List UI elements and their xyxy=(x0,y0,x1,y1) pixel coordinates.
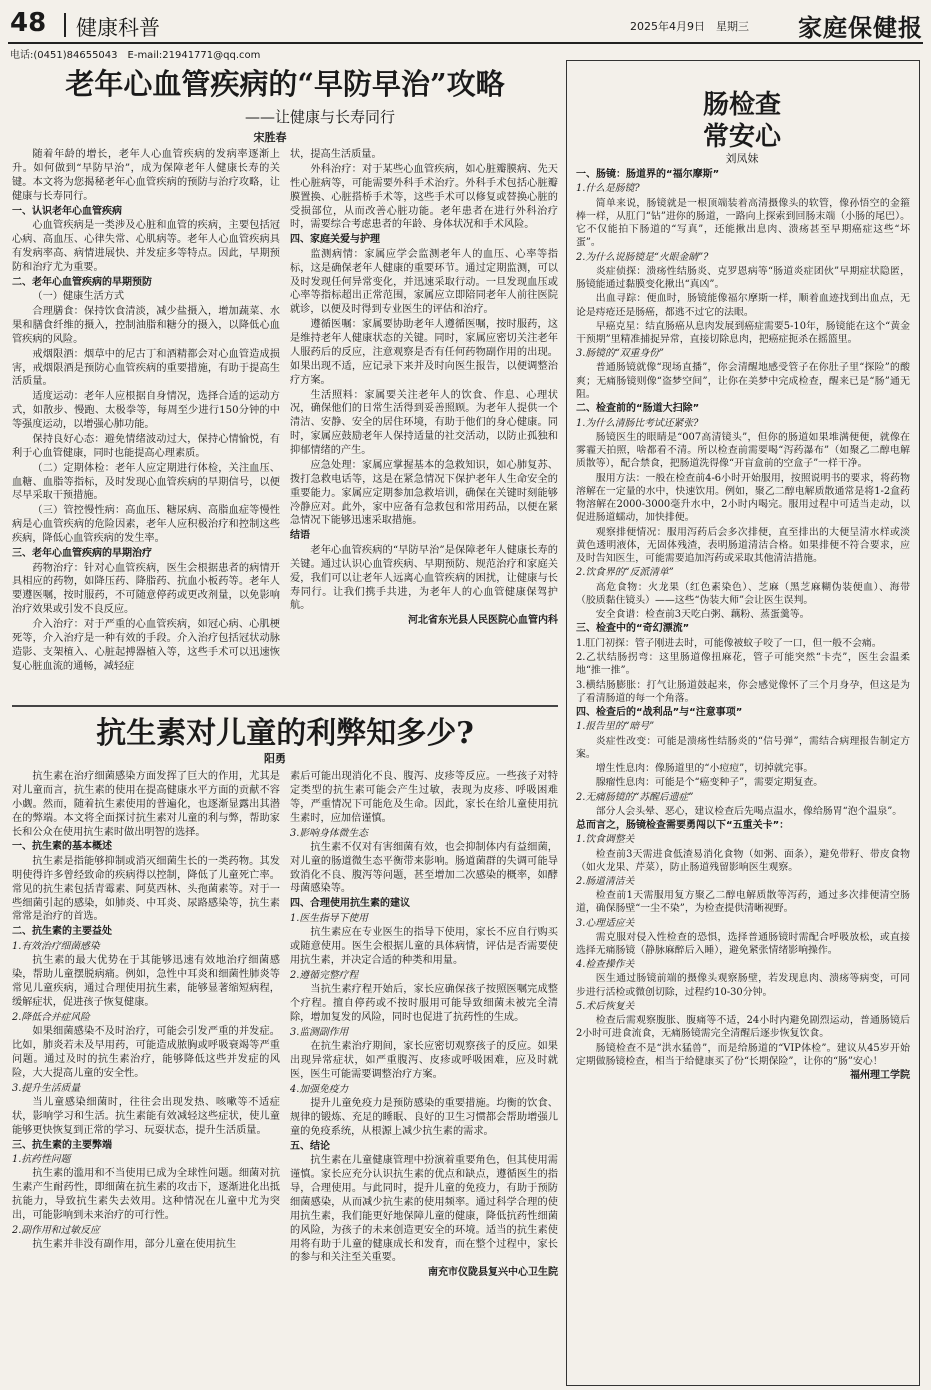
paragraph: 当儿童感染细菌时，往往会出现发热、咳嗽等不适症状，影响学习和生活。抗生素能有效减轻这些症状，使儿童能够更快恢复到正常的学习、玩耍状态，提升生活质量。 xyxy=(12,1096,280,1136)
source-affiliation: 福州理工学院 xyxy=(850,1070,910,1082)
subheading: 2.副作用和过敏反应 xyxy=(12,1224,100,1236)
article1-subtitle: ——让健康与长寿同行 xyxy=(244,108,395,126)
subheading: 2.无痛肠镜的“苏醒后遗症” xyxy=(576,791,694,803)
paragraph: 腺瘤性息肉：可能是个“癌变种子”，需要定期复查。 xyxy=(595,777,824,789)
paragraph: 需克服对侵入性检查的恐惧，选择普通肠镜时需配合呼吸放松，或直接选择无痛肠镜（静脉麻醉后入睡），避免紧张情绪影响操作。 xyxy=(576,931,910,957)
paragraph: 抗生素在治疗细菌感染方面发挥了巨大的作用，尤其是对儿童而言，抗生素的使用在提高健康水平方面的贡献不容小觑。然而，随着抗生素使用的普遍化，也逐渐显露出其潜在的弊端。本文将全面探讨抗生素对儿童的利与弊，帮助家长和公众在使用抗生素时做出明智的选择。 xyxy=(12,771,280,838)
paragraph: 安全食谱：检查前3天吃白粥、藕粉、蒸蛋羹等。 xyxy=(595,609,810,621)
paragraph: （三）管控慢性病：高血压、糖尿病、高脂血症等慢性病是心血管疾病的危险因素，老年人应积极治疗和控制这些疾病，降低心血管疾病的发生率。 xyxy=(12,505,280,545)
paragraph: 简单来说，肠镜就是一根顶端装着高清摄像头的软管，像孙悟空的金箍棒一样，从肛门“钻”进你的肠道，一路向上探索到回肠末端（小肠的尾巴）。它不仅能拍下肠道的“写真”，还能揪出息肉、溃疡甚至早期癌症这些“坏蛋”。 xyxy=(576,197,910,249)
paragraph: 抗生素不仅对有害细菌有效，也会抑制体内有益细菌，对儿童的肠道微生态平衡带来影响。肠道菌群的失调可能导致消化不良、腹泻等问题，甚至增加二次感染的概率，如酵母菌感染等。 xyxy=(290,841,558,895)
paragraph: 增生性息肉：像肠道里的“小痘痘”，切掉就完事。 xyxy=(595,763,814,775)
paragraph: 炎症侦探：溃疡性结肠炎、克罗恩病等“肠道炎症团伙”早期症状隐匿，肠镜能通过黏膜变化揪出“真凶”。 xyxy=(576,265,910,290)
paragraph: 出血寻踪：便血时，肠镜能像福尔摩斯一样，顺着血迹找到出血点，无论是痔疮还是肠癌，都逃不过它的法眼。 xyxy=(576,293,910,318)
paragraph: 观察排便情况：服用泻药后会多次排便，直至排出的大便呈清水样或淡黄色透明液体，无固体残渣，表明肠道清洁合格。如果排便不符合要求，应及时告知医生，可能需要追加泻药或采取其他清洁措施。 xyxy=(576,526,910,565)
section-heading: 总而言之，肠镜检查需要勇闯以下“五重关卡”： xyxy=(576,820,790,831)
paragraph: 部分人会头晕、恶心，建议检查后先喝点温水，像给肠胃“泡个温泉”。 xyxy=(595,805,903,817)
paragraph: 遵循医嘱：家属要协助老年人遵循医嘱，按时服药，这是维持老年人健康状态的关键。同时，家属应密切关注老年人服药后的反应，注意观察是否有任何药物副作用的出现。如果出现不适，应记录下来并及时向医生报告，以便调整治疗方案。 xyxy=(290,319,558,386)
section-heading: 二、检查前的“肠道大扫除” xyxy=(576,403,700,415)
subheading: 2.降低合并症风险 xyxy=(12,1011,90,1023)
article3-body xyxy=(576,168,910,1380)
section-heading: 三、老年心血管疾病的早期治疗 xyxy=(12,547,152,559)
paragraph: 老年心血管疾病的“早防早治”是保障老年人健康长寿的关键。通过认识心血管疾病、早期预防、规范治疗和家庭关爱，我们可以让老年人远离心血管疾病的困扰，让健康与长寿同行。让我们携手共进，为老年人的心血管健康保驾护航。 xyxy=(290,544,558,612)
article-divider xyxy=(12,705,558,707)
section-title: 健康科普 xyxy=(76,16,160,40)
paragraph: 药物治疗：针对心血管疾病，医生会根据患者的病情开具相应的药物，如降压药、降脂药、抗血小板药等。老年人要遵医嘱，按时服药，不可随意停药或更改剂量，以免影响治疗效果或引发不良反应。 xyxy=(12,562,280,616)
paragraph: （一）健康生活方式 xyxy=(32,291,125,303)
subheading: 3.肠镜的“双重身份” xyxy=(576,348,664,360)
article1-author: 宋胜春 xyxy=(253,131,287,144)
paragraph: 检查后需观察腹胀、腹痛等不适，24小时内避免剧烈运动，普通肠镜后2小时可进食流食，无痛肠镜需完全清醒后逐步恢复饮食。 xyxy=(576,1015,910,1040)
paragraph: 状，提高生活质量。 xyxy=(290,149,382,160)
masthead-divider xyxy=(64,13,66,37)
paragraph: 肠镜医生的眼睛是“007高清镜头”，但你的肠道如果堆满便便，就像在雾霾天拍照，啥都看不清。所以检查前需要喝“泻药瀑布”（如聚乙二醇电解质散等），配合禁食，把肠道洗得像“开盲盒前的空盒子”一样干净。 xyxy=(576,431,910,470)
subheading: 2.饮食界的“反派清单” xyxy=(576,567,674,579)
article1-title: 老年心血管疾病的“早防早治”攻略 xyxy=(65,67,505,101)
article1-column-2 xyxy=(290,148,558,700)
paragraph: 适度运动：老年人应根据自身情况，选择合适的运动方式，如散步、慢跑、太极拳等，每周至少进行150分钟的中等强度运动，以增强心肺功能。 xyxy=(12,391,280,431)
paragraph: （二）定期体检：老年人应定期进行体检，关注血压、血糖、血脂等指标，及时发现心血管疾病的早期信号，以便尽早采取干预措施。 xyxy=(12,462,280,502)
paragraph: 高危食物：火龙果（红色素染色）、芝麻（黑芝麻糊伪装便血）、海带（胶质黏住镜头）——这些“伪装大师”会让医生误判。 xyxy=(576,581,910,606)
section-heading: 四、家庭关爱与护理 xyxy=(290,234,380,246)
subheading: 4.加强免疫力 xyxy=(290,1083,349,1095)
paragraph: 戒烟限酒：烟草中的尼古丁和酒精都会对心血管造成损害，戒烟限酒是预防心血管疾病的重要措施，有助于提高生活质量。 xyxy=(12,348,280,388)
paragraph: 检查前3天需进食低渣易消化食物（如粥、面条），避免带籽、带皮食物（如火龙果、芹菜），防止肠道残留影响医生观察。 xyxy=(576,848,910,873)
paragraph: 普通肠镜就像“现场直播”，你会清醒地感受管子在你肚子里“探险”的酸爽；无痛肠镜则像“盗梦空间”，让你在美梦中完成检查，醒来已是“肠”通无阻。 xyxy=(576,362,910,400)
paragraph: 服用方法：一般在检查前4-6小时开始服用，按照说明书的要求，将药物溶解在一定量的水中，快速饮用。例如，聚乙二醇电解质散通常是将1-2盒药物溶解在2000-3000毫升水中，2小时内喝完。服用过程中可适当走动，以促进肠道蠕动，加快排便。 xyxy=(576,472,910,524)
paragraph: 在抗生素治疗期间，家长应密切观察孩子的反应。如果出现异常症状，如严重腹泻、皮疹或呼吸困难，应及时就医，医生可能需要调整治疗方案。 xyxy=(290,1041,558,1080)
paragraph: 外科治疗：对于某些心血管疾病，如心脏瓣膜病、先天性心脏病等，可能需要外科手术治疗。外科手术包括心脏瓣膜置换、心脏搭桥手术等，这些手术可以修复或替换心脏的受损部位，从而改善心脏功能。老年患者在进行外科治疗时，需要综合考虑患者的年龄、身体状况和手术风险。 xyxy=(290,163,558,231)
section-heading: 一、认识老年心血管疾病 xyxy=(12,205,122,217)
paragraph: 保持良好心态：避免情绪波动过大，保持心情愉悦，有利于心血管健康，同时也能提高心理素质。 xyxy=(12,433,280,459)
paragraph: 医生通过肠镜前端的摄像头观察肠壁，若发现息肉、溃疡等病变，可同步进行活检或微创切除，过程约10-30分钟。 xyxy=(576,973,910,998)
subheading: 1.报告里的“暗号” xyxy=(576,721,655,733)
article2-column-2 xyxy=(290,770,558,1382)
subheading: 1.有效治疗细菌感染 xyxy=(12,940,100,952)
article2-title: 抗生素对儿童的利弊知多少? xyxy=(96,716,474,751)
paragraph: 提升儿童免疫力是预防感染的重要措施。均衡的饮食、规律的锻炼、充足的睡眠、良好的卫生习惯都会帮助增强儿童的免疫系统，从根源上减少抗生素的需求。 xyxy=(290,1098,558,1137)
paragraph: 炎症性改变：可能是溃疡性结肠炎的“信号弹”，需结合病理报告制定方案。 xyxy=(576,735,910,760)
paragraph: 心血管疾病是一类涉及心脏和血管的疾病，主要包括冠心病、高血压、心律失常、心肌病等。老年人心血管疾病具有发病率高、病情进展快、并发症多等特点。因此，早期预防和治疗尤为重要。 xyxy=(12,220,280,273)
paragraph: 抗生素的最大优势在于其能够迅速有效地治疗细菌感染，帮助儿童摆脱病痛。例如，急性中耳炎和细菌性肺炎等常见儿童疾病，通过合理使用抗生素，能够显著缩短病程，缓解症状，促进孩子恢复健康。 xyxy=(12,955,280,1008)
subheading: 2.肠道清洁关 xyxy=(576,876,635,888)
paragraph: 抗生素在儿童健康管理中扮演着重要角色，但其使用需谨慎。家长应充分认识抗生素的优点和缺点，遵循医生的指导，合理使用。与此同时，提升儿童的免疫力，有助于预防细菌感染，从而减少抗生素的使用频率。通过科学合理的使用抗生素，我们能更好地保障儿童的健康，降低抗药性细菌的风险，为孩子的未来创造更安全的环境。适当的抗生素使用将有助于儿童的健康成长和发育，而在整个过程中，家长的参与和关注至关重要。 xyxy=(290,1155,558,1264)
subheading: 3.心理适应关 xyxy=(576,917,635,929)
source-affiliation: 河北省东光县人民医院心血管内科 xyxy=(408,615,558,627)
article2-column-1 xyxy=(12,770,280,1382)
article1-column-1 xyxy=(12,148,280,700)
article3-title-line2: 常安心 xyxy=(702,122,781,152)
subheading: 3.影响身体微生态 xyxy=(290,827,368,839)
section-heading: 四、检查后的“战利品”与“注意事项” xyxy=(576,707,743,719)
subheading: 1.医生指导下使用 xyxy=(290,912,368,924)
page-number: 48 xyxy=(10,8,47,38)
paragraph: 3.横结肠膨胀：打气让肠道鼓起来，你会感觉像怀了三个月身孕，但这是为了看清肠道的每一个角落。 xyxy=(576,679,910,704)
paragraph: 抗生素是指能够抑制或消灭细菌生长的一类药物。其发明使得许多曾经致命的疾病得以控制，降低了儿童死亡率。常见的抗生素包括青霉素、阿莫西林、头孢菌素等。对于一些细菌引起的感染，如肺炎、中耳炎、尿路感染等，抗生素常常是治疗的首选。 xyxy=(12,855,280,923)
paragraph: 素后可能出现消化不良、腹泻、皮疹等反应。一些孩子对特定类型的抗生素可能会产生过敏，表现为皮疹、呼吸困难等，严重情况下可能危及生命。因此，家长在给儿童使用抗生素时，应加倍谨慎。 xyxy=(290,771,558,824)
section-heading: 三、抗生素的主要弊端 xyxy=(12,1139,112,1151)
paragraph: 合理膳食：保持饮食清淡，减少盐摄入，增加蔬菜、水果和膳食纤维的摄入，控制油脂和糖分的摄入，以降低心血管疾病的风险。 xyxy=(12,306,280,345)
paragraph: 抗生素的滥用和不当使用已成为全球性问题。细菌对抗生素产生耐药性，即细菌在抗生素的攻击下，逐渐进化出抵抗能力，导致抗生素失去效用。这种情况在儿童中尤为突出，可能影响到未来治疗的可行性。 xyxy=(12,1168,280,1222)
section-heading: 一、抗生素的基本概述 xyxy=(12,841,112,853)
paragraph: 当抗生素疗程开始后，家长应确保孩子按照医嘱完成整个疗程。擅自停药或不按时服用可能导致细菌未被完全清除，增加复发的风险，同时也促进了抗药性的生成。 xyxy=(290,984,558,1023)
subheading: 2.为什么说肠镜是“火眼金睛”? xyxy=(576,251,709,263)
section-heading: 二、老年心血管疾病的早期预防 xyxy=(12,276,152,288)
source-affiliation: 南充市仪陇县复兴中心卫生院 xyxy=(428,1267,558,1279)
paragraph: 应急处理：家属应掌握基本的急救知识，如心肺复苏、拨打急救电话等，这是在紧急情况下保护老年人生命安全的重要能力。家属应定期参加急救培训，确保在关键时刻能够冷静应对。此外，家中应备有急救包和常用药品，以便在紧急情况下能够迅速采取措施。 xyxy=(290,459,558,527)
subheading: 1.为什么清肠比考试还紧张? xyxy=(576,417,699,429)
paragraph: 早癌克星：结直肠癌从息肉发展到癌症需要5-10年，肠镜能在这个“黄金干预期”里精准捕捉异常，直接切除息肉，把癌症扼杀在摇篮里。 xyxy=(576,320,910,346)
masthead xyxy=(8,6,923,44)
newspaper-name: 家庭保健报 xyxy=(798,13,923,42)
section-heading: 二、抗生素的主要益处 xyxy=(12,926,112,938)
paragraph: 随着年龄的增长，老年人心血管疾病的发病率逐渐上升。如何做到“早防早治”，成为保障老年人健康长寿的关键。本文将为您揭秘老年心血管疾病的预防与治疗攻略，让健康与长寿同行。 xyxy=(12,149,280,202)
paragraph: 如果细菌感染不及时治疗，可能会引发严重的并发症。比如，肺炎若未及早用药，可能造成脓胸或呼吸衰竭等严重问题。通过及时的抗生素治疗，能够降低这些并发症的风险，大大提高儿童的安全性。 xyxy=(12,1026,280,1079)
article2-author: 阳勇 xyxy=(264,752,286,765)
section-heading: 结语 xyxy=(290,530,310,542)
section-heading: 一、肠镜：肠道界的“福尔摩斯” xyxy=(576,169,720,180)
article3-title-line1: 肠检查 xyxy=(702,90,781,120)
paragraph: 监测病情：家属应学会监测老年人的血压、心率等指标，这是确保老年人健康的重要环节。通过定期监测，可以及时发现任何异常变化，并迅速采取行动。一旦发现血压或心率等指标超出正常范围，家属应立即陪同老年人前往医院就诊，以便及时得到专业医生的评估和治疗。 xyxy=(290,248,558,316)
paragraph: 介入治疗：对于严重的心血管疾病，如冠心病、心肌梗死等，介入治疗是一种有效的手段。介入治疗包括冠状动脉造影、支架植入、心脏起搏器植入等，这些手术可以迅速恢复心脏血流的通畅，减轻症 xyxy=(12,619,280,672)
paragraph: 抗生素并非没有副作用，部分儿童在使用抗生 xyxy=(32,1239,237,1251)
subheading: 2.遵循完整疗程 xyxy=(290,969,359,981)
subheading: 3.监测副作用 xyxy=(290,1026,349,1038)
section-heading: 三、检查中的“奇幻漂流” xyxy=(576,623,690,635)
subheading: 1.什么是肠镜? xyxy=(576,183,640,195)
subheading: 5.术后恢复关 xyxy=(576,1001,635,1013)
article3-author: 刘凤妹 xyxy=(725,152,759,165)
subheading: 1.饮食调整关 xyxy=(576,834,635,846)
section-heading: 四、合理使用抗生素的建议 xyxy=(290,898,410,910)
subheading: 1.抗药性问题 xyxy=(12,1154,71,1166)
contact-line: 电话:(0451)84655043 E-mail:21941771@qq.com xyxy=(10,50,261,61)
paragraph: 生活照料：家属要关注老年人的饮食、作息、心理状况，确保他们的日常生活得到妥善照顾。为老年人提供一个清洁、安静、安全的居住环境，有助于他们的身心健康。同时，家属应鼓励老年人保持适量的社交活动，以防止孤独和抑郁情绪的产生。 xyxy=(290,389,558,457)
subheading: 4.检查操作关 xyxy=(576,959,635,971)
paragraph: 2.乙状结肠拐弯：这里肠道像扭麻花，管子可能突然“卡壳”，医生会温柔地“推一推”。 xyxy=(576,651,910,677)
section-heading: 五、结论 xyxy=(290,1140,330,1152)
paragraph: 1.肛门初探：管子刚进去时，可能像被蚊子咬了一口，但一般不会痛。 xyxy=(576,637,882,649)
issue-date: 2025年4月9日 星期三 xyxy=(630,20,749,33)
paragraph: 检查前1天需服用复方聚乙二醇电解质散等泻药，通过多次排便清空肠道，确保肠壁“一尘不染”，为检查提供清晰视野。 xyxy=(576,890,910,915)
paragraph: 肠镜检查不是“洪水猛兽”，而是给肠道的“VIP体检”。建议从45岁开始定期做肠镜检查，相当于给健康买了份“长期保险”，让你的“肠”安心！ xyxy=(576,1042,910,1067)
subheading: 3.提升生活质量 xyxy=(12,1082,81,1094)
paragraph: 抗生素应在专业医生的指导下使用，家长不应自行购买或随意使用。医生会根据儿童的具体病情，评估是否需要使用抗生素，并决定合适的种类和用量。 xyxy=(290,927,558,966)
